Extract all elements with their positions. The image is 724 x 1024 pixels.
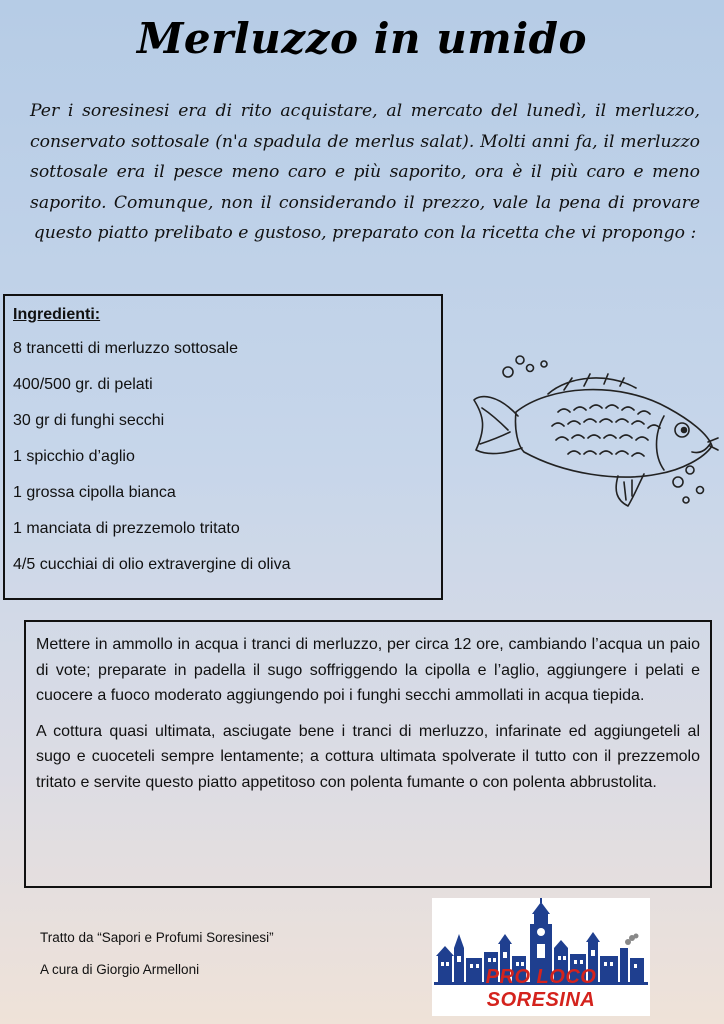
method-paragraph: A cottura quasi ultimata, asciugate bene i tranci di merluzzo, infarinate ed aggiungeteli al sugo e cuoceteli sempre lentamente; a cottura ultimata spolverate il tutto con il prezzemolo tritato e servite questo piatto appetitoso con polenta fumante o con polenta abbrustolita. [36,722,700,791]
method-paragraph: Mettere in ammollo in acqua i tranci di merluzzo, per circa 12 ore, cambiando l’acqua un paio di vote; preparate in padella il sugo soffriggendo la cipolla e l’aglio, aggiungere i pelati e cuocere a fuoco moderato aggiungendo poi i funghi secchi ammollati in acqua tiepida. [36,636,700,704]
pro-loco-logo [432,898,650,1016]
list-item: 400/500 gr. di pelati [13,376,153,393]
list-item: 8 trancetti di merluzzo sottosale [13,340,238,357]
ingredients-list [13,338,433,590]
method-box [24,620,712,888]
list-item: 4/5 cucchiai di olio extravergine di oliva [13,556,291,573]
author-credit: A cura di Giorgio Armelloni [40,962,200,977]
ingredients-box [3,294,443,600]
logo-text: PRO LOCO SORESINA [485,966,597,1011]
list-item: 1 spicchio d’aglio [13,448,135,465]
fish-icon [468,350,720,520]
ingredients-heading: Ingredienti: [13,306,101,323]
page-title: Merluzzo in umido [136,14,588,63]
list-item: 30 gr di funghi secchi [13,412,165,429]
intro-paragraph: Per i soresinesi era di rito acquistare, al mercato del lunedì, il merluzzo, conservato sottosale (n'a spadula de merlus salat). Molti anni fa, il merluzzo sottosale era il pesce meno caro e più saporito, ora è il più caro e meno saporito. Comunque, non il considerando il prezzo, vale la pena di provare questo piatto prelibato e gustoso, preparato con la ricetta che vi propongo : [30,101,700,243]
list-item: 1 grossa cipolla bianca [13,484,176,501]
list-item: 1 manciata di prezzemolo tritato [13,520,240,537]
source-credit: Tratto da “Sapori e Profumi Soresinesi” [40,930,274,945]
